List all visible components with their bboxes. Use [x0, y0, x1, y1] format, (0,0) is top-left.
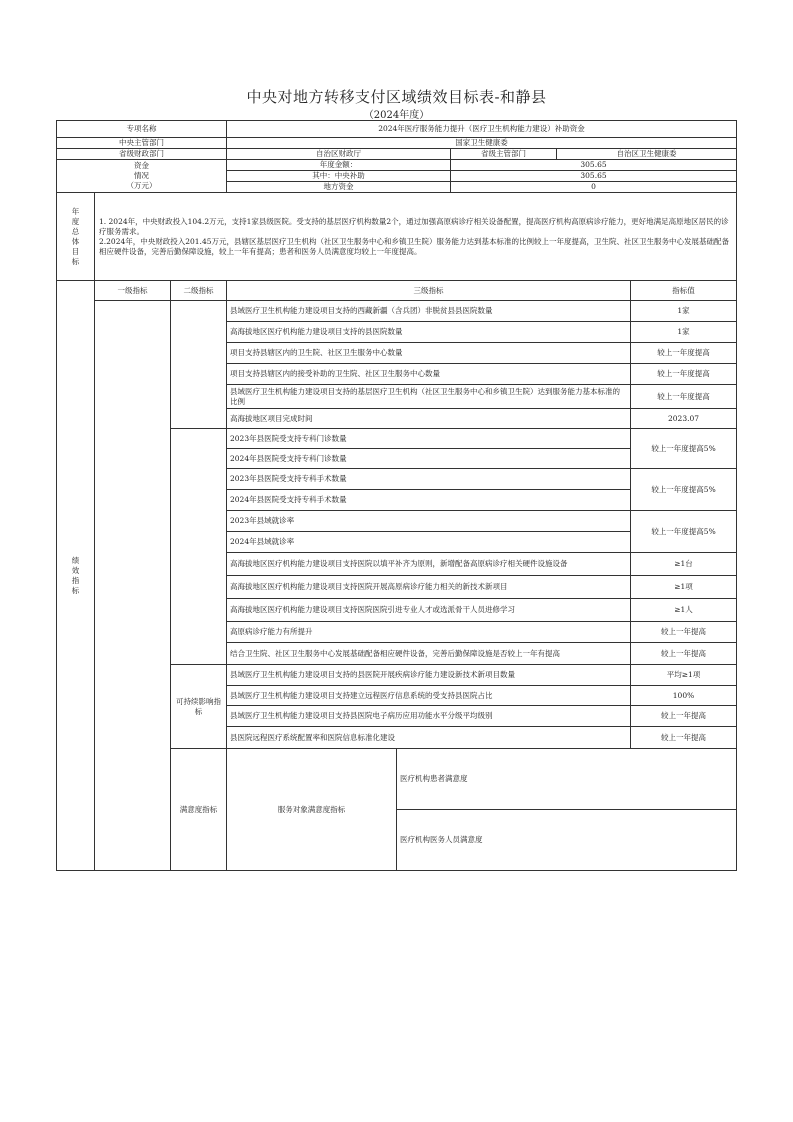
prov-finance-value: 自治区财政厅	[227, 149, 451, 160]
annual-amount-label: 年度金额：	[227, 160, 451, 171]
goal-paragraph-1: 1. 2024年，中央财政投入104.2万元，支持1家县级医院。受支持的基层医疗机构数量2个，通过加强高原病诊疗相关设备配置，提高医疗机构高原病诊疗能力，更好地满足高原地区居民的诊疗服务需求。	[99, 216, 729, 236]
funds-label	[57, 160, 227, 193]
local-funds-value: 0	[451, 182, 737, 193]
indicator-value: 较上一年度提高5%	[631, 511, 737, 553]
table-row: 高海拔地区项目完成时间	[227, 409, 631, 429]
indicator-value: 1家	[631, 301, 737, 322]
project-name-value: 2024年医疗服务能力提升（医疗卫生机构能力建设）补助资金	[227, 121, 737, 138]
goal-paragraph-2: 2.2024年，中央财政投入201.45万元，县辖区基层医疗卫生机构（社区卫生服务中心和乡镇卫生院）服务能力达到基本标准的比例较上一年度提高，卫生院、社区卫生服务中心发展基础配备相应硬件设备，完善后勤保障设施，较上一年有提高；患者和医务人员满意度均较上一年度提高。	[99, 236, 729, 256]
table-row: 医疗机构医务人员满意度	[397, 810, 737, 871]
annual-goal-label: 年 度 总 体 目 标	[57, 193, 95, 281]
prov-dept-label: 省级主管部门	[451, 149, 557, 160]
indicator-value: 1家	[631, 322, 737, 343]
level2-effect-cell	[171, 429, 227, 665]
indicator-value: 较上一年度提高	[631, 385, 737, 409]
indicator-value: 较上一年度提高5%	[631, 429, 737, 469]
table-row: 县医院远程医疗系统配置率和医院信息标准化建设	[227, 727, 631, 749]
level2-sustain-cell: 可持续影响指标	[171, 665, 227, 749]
table-row: 高海拔地区医疗机构能力建设项目支持医院开展高原病诊疗能力相关的新技术新项目	[227, 576, 631, 599]
table-row: 县域医疗卫生机构能力建设项目支持的县医院开展疾病诊疗能力建设新技术新项目数量	[227, 665, 631, 686]
indicator-value: 2023.07	[631, 409, 737, 429]
indicator-value: ≥1项	[631, 576, 737, 599]
table-row: 2024年县域就诊率	[227, 532, 631, 553]
table-row: 2023年县域就诊率	[227, 511, 631, 532]
table-row: 高海拔地区医疗机构能力建设项目支持的县医院数量	[227, 322, 631, 343]
col-header-value: 指标值	[631, 281, 737, 301]
table-row: 县域医疗卫生机构能力建设项目支持的西藏新疆（含兵团）非脱贫县县医院数量	[227, 301, 631, 322]
indicator-value: 较上一年度提高	[631, 364, 737, 385]
table-row: 结合卫生院、社区卫生服务中心发展基础配备相应硬件设备，完善后勤保障设施是否较上一年有提高	[227, 643, 631, 665]
indicator-value: 较上一年度提高5%	[631, 469, 737, 511]
document-subtitle: （2024年度）	[363, 110, 430, 121]
prov-finance-label: 省级财政部门	[57, 149, 227, 160]
central-dept-value: 国家卫生健康委	[227, 138, 737, 149]
funds-label-line1: 资金	[134, 161, 149, 170]
annual-goal-text	[95, 193, 737, 281]
indicator-value: 较上一年提高	[631, 727, 737, 749]
table-row: 2024年县医院受支持专科手术数量	[227, 490, 631, 511]
indicator-value: 较上一年提高	[631, 622, 737, 643]
annual-amount-value: 305.65	[451, 160, 737, 171]
project-name-label: 专项名称	[57, 121, 227, 138]
table-row: 高海拔地区医疗机构能力建设项目支持医院以填平补齐为原则，新增配备高原病诊疗相关硬件设施设备	[227, 553, 631, 576]
table-row: 县域医疗卫生机构能力建设项目支持建立远程医疗信息系统的受支持县医院占比	[227, 686, 631, 706]
funds-label-line2: 情况	[134, 171, 149, 180]
table-row: 2023年县医院受支持专科门诊数量	[227, 429, 631, 449]
table-row: 项目支持县辖区内的卫生院、社区卫生服务中心数量	[227, 343, 631, 364]
col-header-level2: 二级指标	[171, 281, 227, 301]
central-subsidy-label: 其中：中央补助	[227, 171, 451, 182]
col-header-level1: 一级指标	[95, 281, 171, 301]
indicator-value: 平均≥1项	[631, 665, 737, 686]
prov-dept-value: 自治区卫生健康委	[557, 149, 737, 160]
table-row: 县域医疗卫生机构能力建设项目支持县医院电子病历应用功能水平分级平均级别	[227, 706, 631, 727]
level1-output-cell	[95, 301, 171, 871]
table-row: 高海拔地区医疗机构能力建设项目支持医院医院引进专业人才或选派骨干人员进修学习	[227, 599, 631, 622]
level2-satisfaction-cell: 服务对象满意度指标	[227, 749, 397, 871]
indicator-value: 100%	[631, 686, 737, 706]
col-header-level3: 三级指标	[227, 281, 631, 301]
table-row: 2023年县医院受支持专科手术数量	[227, 469, 631, 490]
funds-label-line3: （万元）	[126, 181, 157, 190]
central-subsidy-value: 305.65	[451, 171, 737, 182]
performance-indicators-label: 绩 效 指 标	[57, 281, 95, 871]
indicator-value: 较上一年度提高	[631, 343, 737, 364]
level2-quantity-cell	[171, 301, 227, 429]
indicator-value: ≥1台	[631, 553, 737, 576]
table-row: 县域医疗卫生机构能力建设项目支持的基层医疗卫生机构（社区卫生服务中心和乡镇卫生院）达到服务能力基本标准的比例	[227, 385, 631, 409]
level1-satisfaction-cell: 满意度指标	[171, 749, 227, 871]
table-row: 高原病诊疗能力有所提升	[227, 622, 631, 643]
indicator-value: ≥1人	[631, 599, 737, 622]
table-row: 项目支持县辖区内的接受补助的卫生院、社区卫生服务中心数量	[227, 364, 631, 385]
local-funds-label: 地方资金	[227, 182, 451, 193]
table-row: 医疗机构患者满意度	[397, 749, 737, 810]
performance-target-table	[56, 120, 737, 871]
table-row: 2024年县医院受支持专科门诊数量	[227, 449, 631, 469]
document-title: 中央对地方转移支付区域绩效目标表-和静县	[246, 88, 547, 106]
indicator-value: 较上一年提高	[631, 643, 737, 665]
central-dept-label: 中央主管部门	[57, 138, 227, 149]
indicator-value: 较上一年提高	[631, 706, 737, 727]
